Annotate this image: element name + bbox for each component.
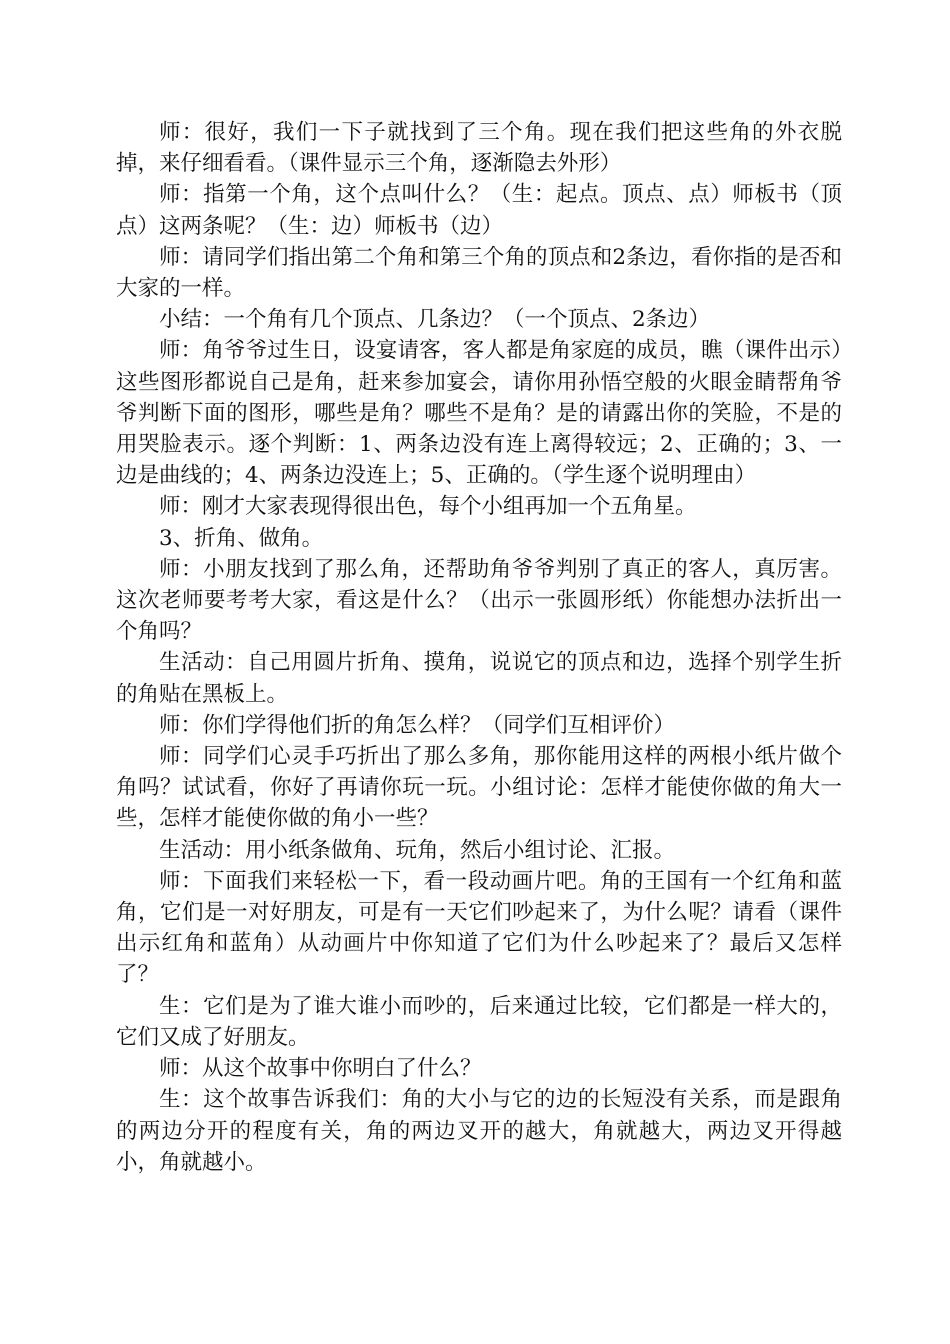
paragraph: 小结：一个角有几个顶点、几条边？（一个顶点、2条边） [159, 307, 711, 333]
paragraph: 师：指第一个角，这个点叫什么？（生：起点。顶点、点）师板书（顶点）这两条呢？（生：边）师板书（边） [116, 182, 842, 239]
paragraph: 生活动：用小纸条做角、玩角，然后小组讨论、汇报。 [159, 837, 676, 863]
paragraph: 师：同学们心灵手巧折出了那么多角，那你能用这样的两根小纸片做个角吗？试试看，你好了再请你玩一玩。小组讨论：怎样才能使你做的角大一些，怎样才能使你做的角小一些？ [116, 744, 842, 832]
paragraph: 师：刚才大家表现得很出色，每个小组再加一个五角星。 [159, 494, 697, 520]
paragraph: 师：下面我们来轻松一下，看一段动画片吧。角的王国有一个红角和蓝角，它们是一对好朋友，可是有一天它们吵起来了，为什么呢？请看（课件出示红角和蓝角）从动画片中你知道了它们为什么吵起来了？最后又怎样了？ [116, 868, 842, 988]
paragraph: 师：请同学们指出第二个角和第三个角的顶点和2条边，看你指的是否和大家的一样。 [116, 244, 842, 302]
paragraph: 师：角爷爷过生日，设宴请客，客人都是角家庭的成员，瞧（课件出示）这些图形都说自己是角，赶来参加宴会，请你用孙悟空般的火眼金睛帮角爷爷判断下面的图形，哪些是角？哪些不是角？是的请露出你的笑脸，不是的用哭脸表示。逐个判断：1、两条边没有连上离得较远；2、正确的；3、一边是曲线的；4、两条边没连上；5、正确的。（学生逐个说明理由） [116, 338, 842, 489]
paragraph: 生活动：自己用圆片折角、摸角，说说它的顶点和边，选择个别学生折的角贴在黑板上。 [116, 650, 842, 707]
document-body [116, 117, 842, 1178]
paragraph: 师：很好，我们一下子就找到了三个角。现在我们把这些角的外衣脱掉，来仔细看看。（课件显示三个角，逐渐隐去外形） [116, 120, 842, 177]
paragraph: 师：你们学得他们折的角怎么样？（同学们互相评价） [159, 712, 676, 738]
paragraph: 生：这个故事告诉我们：角的大小与它的边的长短没有关系，而是跟角的两边分开的程度有关，角的两边叉开的越大，角就越大，两边叉开得越小，角就越小。 [116, 1087, 842, 1175]
section-heading: 3、折角、做角。 [159, 525, 324, 551]
paragraph: 师：小朋友找到了那么角，还帮助角爷爷判别了真正的客人，真厉害。这次老师要考考大家，看这是什么？（出示一张圆形纸）你能想办法折出一个角吗？ [116, 556, 842, 645]
paragraph: 师：从这个故事中你明白了什么？ [159, 1056, 482, 1082]
paragraph: 生：它们是为了谁大谁小而吵的，后来通过比较，它们都是一样大的，它们又成了好朋友。 [116, 993, 842, 1050]
